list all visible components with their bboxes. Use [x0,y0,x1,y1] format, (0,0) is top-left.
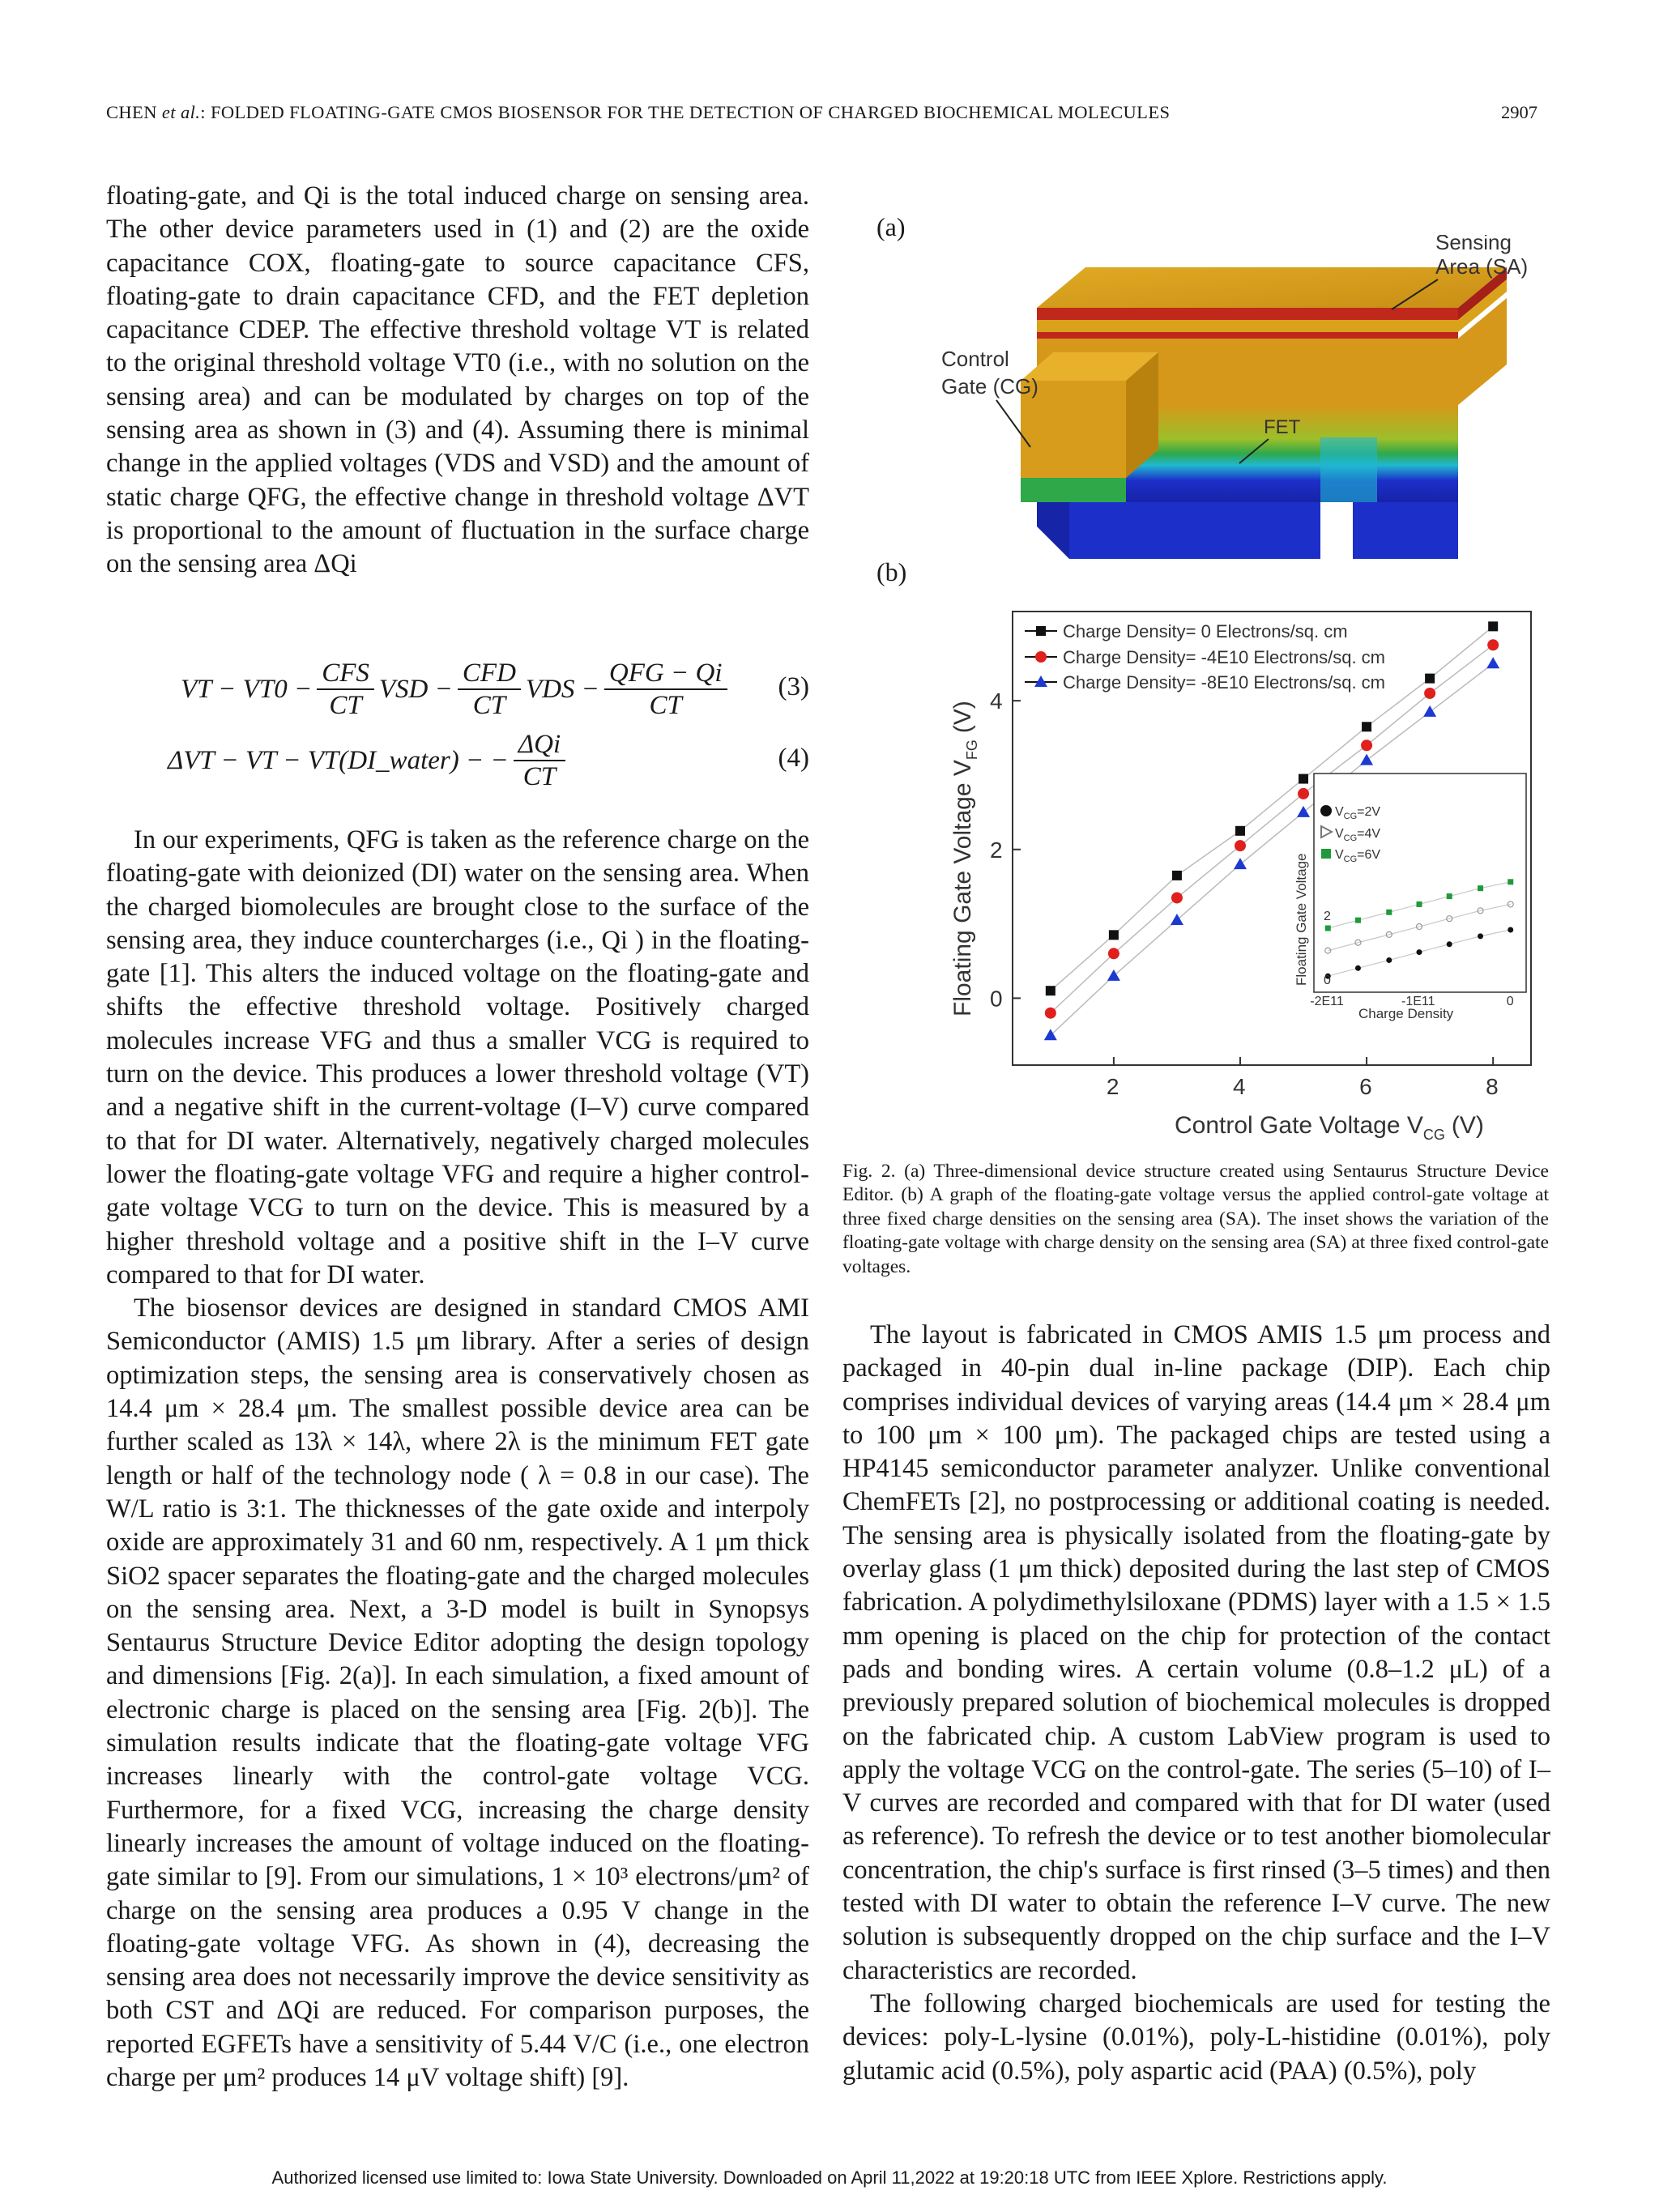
left-paragraph-2: In our experiments, QFG is taken as the reference charge on the floating-gate with deionized (DI) water on the sensing area. When the charged biomolecules are brought close to the surface of the sensing area, they induce countercharges (i.e., Qi ) in the floating-gate [1]. This alters the induced voltage on the floating-gate and shifts the effective threshold voltage. Positively charged molecules increase VFG and thus a smaller VCG is required to turn on the device. This produces a lower threshold voltage (VT) and a negative shift in the current-voltage (I–V) curve compared to that for DI water. Alternatively, negatively charged molecules lower the floating-gate voltage VFG and require a higher control-gate voltage VCG to turn on the device. This is measured by a higher threshold voltage and a positive shift in the I–V curve compared to that for DI water. [106,825,809,1289]
point-s1-0 [1045,1008,1056,1019]
inset-x-tick-label-0: -2E11 [1310,995,1344,1008]
eq3-f1-num: CFS [317,658,374,690]
point-s1-4 [1298,788,1309,799]
right-paragraph-2: The following charged biochemicals are used for testing the devices: poly-L-lysine (0.01%), poly-L-histidine (0.01%), poly glutamic acid (0.5%), poly aspartic acid (PAA) (0.5%), poly [842,1988,1550,2086]
eq3-f3-num: QFG − Qi [604,658,727,690]
inset-x-tick-label-2: 0 [1506,995,1514,1008]
eq4-f-den: CT [522,762,557,791]
point-s0-2 [1172,871,1182,880]
label-control: Control [941,347,1009,371]
y-tick-label-2: 4 [990,688,1003,714]
y-axis-title [949,701,980,1016]
x-tick-label-2: 6 [1359,1074,1372,1099]
inset-point-s0-4 [1447,941,1452,947]
right-paragraph-1: The layout is fabricated in CMOS AMIS 1.5 μm process and packaged in 40-pin dual in-line package (DIP). Each chip comprises individual devices of varying areas (14.4 μm × 28.4 μm to 100 μm × 100 μm). The packaged chips are tested using a HP4145 semiconductor parameter analyzer. Unlike conventional ChemFETs [2], no postprocessing or additional coating is needed. The sensing area is physically isolated from the floating-gate by overlay glass (1 μm thick) deposited during the last step of CMOS fabrication. A polydimethylsiloxane (PDMS) layer with a 1.5 × 1.5 mm opening is placed on the chip for protection of the contact pads and bonding wires. A certain volume (0.8–1.2 μL) of a previously prepared solution of biochemical molecules is dropped on the fabricated chip. A custom LabView program is used to apply the voltage VCG on the control-gate. The series (5–10) of I–V curves are recorded and compared with that for DI water (used as reference). To refresh the device or to test another biomolecular concentration, the chip's surface is first rinsed (3–5 times) and then tested with DI water to obtain the reference I–V curve. The new solution is subsequently dropped on the chip surface and the I–V characteristics are recorded. [842,1320,1550,1985]
page-number: 2907 [1501,102,1537,122]
inset-legend-0-sub: CG [1343,812,1358,821]
left-paragraph-3: The biosensor devices are designed in standard CMOS AMI Semiconductor (AMIS) 1.5 μm library. After a series of design optimization steps, the sensing area is conservatively chosen as 14.4 μm × 28.4 μm. The smallest possible device area can be further scaled as 13λ × 14λ, where 2λ is the minimum FET gate length or half of the technology node ( λ = 0.8 in our case). The W/L ratio is 3:1. The thicknesses of the gate oxide and interpoly oxide are approximately 31 and 60 nm, respectively. A 1 μm thick SiO2 spacer separates the floating-gate and the charged molecules on the sensing area. Next, a 3-D model is built in Synopsys Sentaurus Structure Device Editor adopting the design topology and dimensions [Fig. 2(a)]. In each simulation, a fixed amount of electronic charge is placed on the sensing area [Fig. 2(b)]. The simulation results indicate that the floating-gate voltage VFG increases linearly with the control-gate voltage VCG. Furthermore, for a fixed VCG, increasing the charge density linearly increases the amount of voltage induced on the floating-gate similar to [9]. From our simulations, 1 × 10³ electrons/μm² of charge on the sensing area produces a 0.95 V change in the floating-gate voltage VFG. As shown in (4), decreasing the sensing area does not necessarily improve the device sensitivity as both CST and ΔQi are reduced. For comparison purposes, the reported EGFETs have a sensitivity of 5.44 V/C (i.e., one electron charge per μm² produces 14 μV voltage shift) [9]. [106,1294,809,2092]
eq4-f-num: ΔQi [514,729,565,761]
label-area-sa: Area (SA) [1435,254,1529,279]
figure-caption: Fig. 2. (a) Three-dimensional device structure created using Sentaurus Structure Device Editor. (b) A graph of the floating-gate voltage versus the applied control-gate voltage at three fixed charge densities on the sensing area (SA). The inset shows the variation of the floating-gate voltage with charge density on the sensing area (SA) at three fixed control-gate voltages. [842,1161,1549,1277]
device-shape [1037,332,1458,339]
figure-label-b: (b) [876,557,907,586]
legend-label-2: Charge Density= -8E10 Electrons/sq. cm [1063,672,1386,693]
inset-point-s2-4 [1447,893,1452,899]
point-s1-7 [1487,639,1499,650]
x-axis-title-unit: (V) [1451,1112,1484,1139]
inset-point-s2-2 [1386,910,1392,915]
left-column-lower [106,824,809,2095]
point-s2-7 [1486,657,1499,668]
point-s0-4 [1299,774,1308,784]
inset-point-s0-6 [1508,927,1513,932]
y-axis-title-main: Floating Gate Voltage V [949,760,976,1016]
inset-chart [1294,774,1526,1021]
inset-legend-marker-0 [1320,805,1332,816]
y-tick-label-1: 2 [990,837,1003,863]
header-etal: et al. [161,102,201,122]
x-tick-label-3: 8 [1486,1074,1499,1099]
label-sensing: Sensing [1435,235,1512,254]
point-s1-2 [1171,892,1183,903]
inset-point-s2-3 [1417,901,1422,907]
eq3-f1-den: CT [329,691,362,720]
left-column [106,180,809,582]
legend-label-1: Charge Density= -4E10 Electrons/sq. cm [1063,647,1386,667]
inset-legend-1-sub: CG [1343,833,1358,843]
inset-point-s0-1 [1355,965,1361,971]
inset-legend-1-name: V [1335,827,1344,841]
point-s0-6 [1425,674,1435,684]
figure-label-a: (a) [876,212,906,241]
equation-4-body [168,729,570,792]
point-s0-3 [1235,826,1245,836]
eq3-lhs: VT − VT0 − [181,674,313,704]
point-s0-7 [1488,621,1498,631]
inset-legend-0-name: V [1335,805,1344,819]
equation-3-body [181,658,732,721]
inset-legend-1-suffix: =4V [1357,827,1381,841]
legend-marker-1 [1035,651,1047,663]
point-s0-0 [1046,986,1056,995]
legend-label-0: Charge Density= 0 Electrons/sq. cm [1063,621,1348,641]
y-axis-title-sub: FG [964,739,980,761]
point-s1-6 [1424,688,1435,699]
point-s2-5 [1360,754,1373,765]
inset-point-s2-1 [1355,918,1361,923]
point-s2-6 [1423,705,1436,717]
chart-legend [1025,621,1385,693]
inset-legend-2-sub: CG [1343,855,1358,864]
eq4-lhs: ΔVT − VT − VT(DI_water) − − [168,745,509,775]
y-axis-title-unit: (V) [949,701,976,734]
fg-voltage-chart [932,595,1563,1154]
point-s0-5 [1362,722,1371,731]
eq3-f2-den: CT [472,691,506,720]
inset-point-s0-5 [1478,933,1483,939]
point-s2-3 [1234,858,1247,869]
inset-point-s0-3 [1417,949,1422,955]
x-axis-title-main: Control Gate Voltage V [1175,1112,1423,1139]
inset-legend-0-suffix: =2V [1357,805,1381,819]
eq3-term-1: VSD − [378,674,453,704]
equation-4-number: (4) [778,744,809,773]
device-structure-3d [940,235,1555,571]
legend-marker-0 [1036,626,1046,636]
inset-y-tick-label-1: 2 [1324,910,1331,924]
equation-3-number: (3) [778,672,809,701]
point-s2-4 [1297,806,1310,817]
eq3-fraction-2 [458,658,521,721]
x-axis-title [1175,1112,1484,1143]
eq3-term-2: VDS − [525,674,599,704]
left-paragraph-1: floating-gate, and Qi is the total induced charge on sensing area. The other device parameters used in (1) and (2) are the oxide capacitance COX, floating-gate to source capacitance CFS, floating-gate to drain capacitance CFD, and the FET depletion capacitance CDEP. The effective threshold voltage VT is related to the original threshold voltage VT0 (i.e., with no solution on the sensing area) and can be modulated by charges on top of the sensing area as shown in (3) and (4). Assuming there is minimal change in the applied voltages (VDS and VSD) and the amount of static charge QFG, the effective change in threshold voltage ΔVT is proportional to the amount of fluctuation in the surface charge on the sensing area ΔQi [106,181,809,579]
license-footer: Authorized licensed use limited to: Iowa State University. Downloaded on April 11,2022 at 19:20:18 UTC from IEEE Xplore. Restrictions apply. [271,2167,1388,2188]
header-title: : FOLDED FLOATING-GATE CMOS BIOSENSOR FOR THE DETECTION OF CHARGED BIOCHEMICAL MOLECULES [200,102,1171,122]
fet-region [1320,437,1377,502]
inset-y-tick-label-0: 0 [1324,974,1331,988]
y-tick-label-0: 0 [990,986,1003,1012]
running-header [106,102,1170,123]
inset-legend-marker-2 [1321,849,1331,859]
device-shape [1021,478,1126,502]
eq3-f2-num: CFD [458,658,521,690]
point-s0-1 [1109,930,1119,940]
eq3-fraction-3 [604,658,727,721]
eq3-fraction-1 [317,658,374,721]
x-axis-title-sub: CG [1422,1127,1445,1143]
x-tick-label-1: 4 [1232,1074,1246,1099]
right-column [842,1319,1550,2088]
inset-point-s0-2 [1386,957,1392,963]
inset-point-s2-5 [1478,885,1483,891]
point-s1-5 [1361,739,1372,751]
inset-x-title: Charge Density [1358,1006,1454,1021]
point-s1-1 [1108,948,1120,959]
inset-y-title: Floating Gate Voltage [1294,853,1309,986]
inset-point-s2-6 [1508,879,1513,884]
header-authors: CHEN [106,102,157,122]
x-tick-label-0: 2 [1106,1074,1120,1099]
point-s1-3 [1235,840,1246,851]
inset-legend-2-suffix: =6V [1357,848,1381,862]
inset-point-s2-0 [1325,926,1331,931]
label-fet: FET [1264,416,1301,438]
inset-legend-2-name: V [1335,848,1344,862]
eq3-f3-den: CT [649,691,682,720]
red-layer [1037,308,1458,320]
inset-x-tick-label-1: -1E11 [1401,995,1435,1008]
eq4-fraction [514,729,565,792]
inset-frame [1314,774,1526,992]
label-gate-cg: Gate (CG) [941,374,1038,399]
